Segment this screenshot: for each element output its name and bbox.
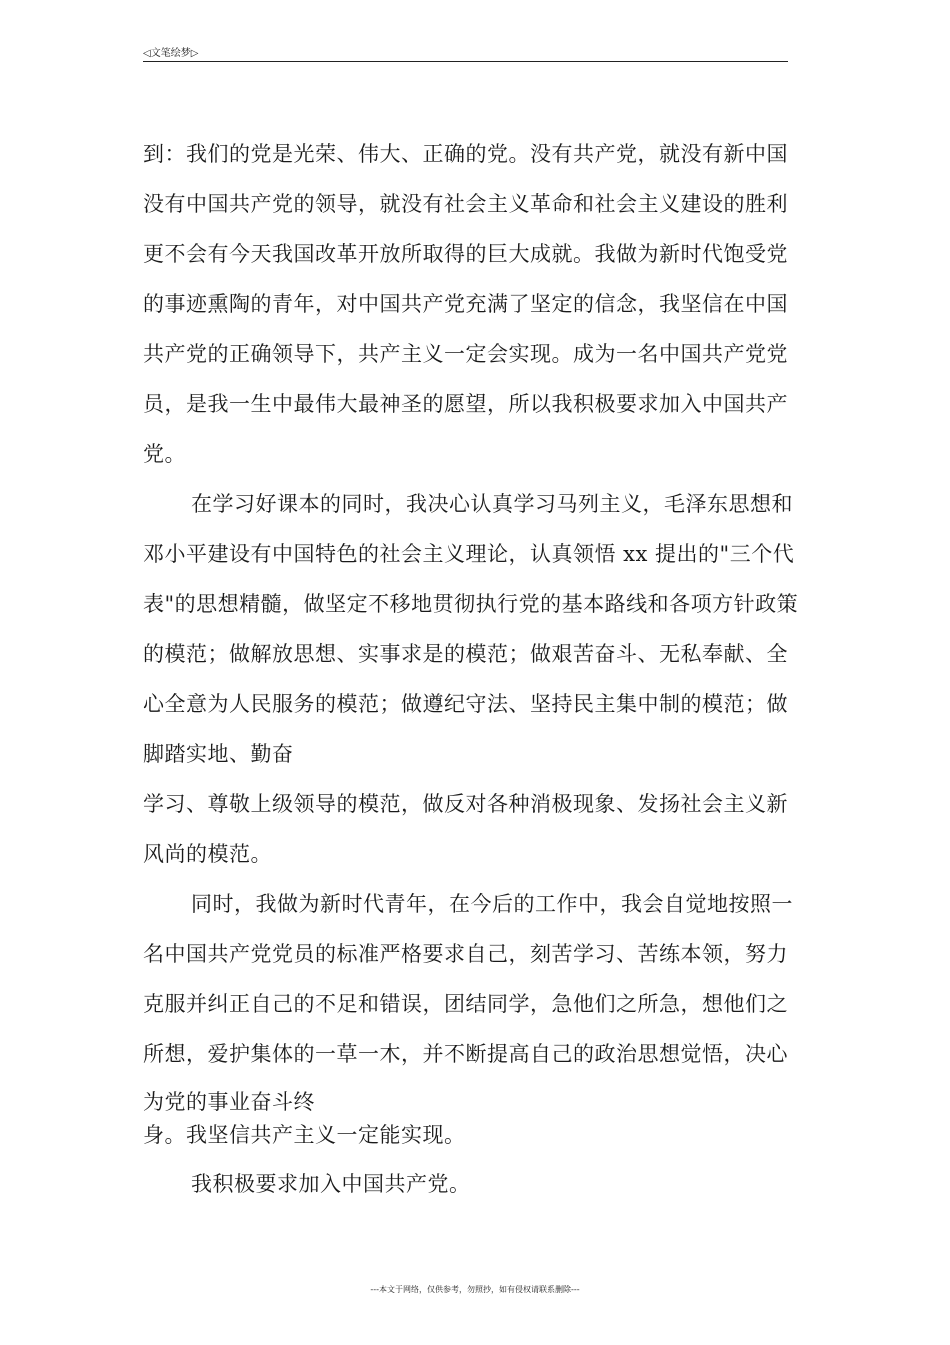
text-line: 风尚的模范。: [143, 842, 272, 866]
header-label: ◁文笔绘梦▷: [143, 48, 199, 59]
text-line: 邓小平建设有中国特色的社会主义理论，认真领悟 xx 提出的"三个代: [143, 542, 795, 566]
text-line: 克服并纠正自己的不足和错误，团结同学，急他们之所急，想他们之: [143, 992, 788, 1016]
header-divider: [143, 61, 788, 62]
text-line: 没有中国共产党的领导，就没有社会主义革命和社会主义建设的胜利: [143, 192, 788, 216]
text-line: 共产党的正确领导下，共产主义一定会实现。成为一名中国共产党党: [143, 342, 788, 366]
paragraph-start-line: 在学习好课本的同时，我决心认真学习马列主义，毛泽东思想和: [191, 492, 793, 516]
text-line: 更不会有今天我国改革开放所取得的巨大成就。我做为新时代饱受党: [143, 242, 788, 266]
text-line: 心全意为人民服务的模范；做遵纪守法、坚持民主集中制的模范；做: [143, 692, 788, 716]
paragraph-start-line: 我积极要求加入中国共产党。: [191, 1172, 471, 1196]
text-line: 到：我们的党是光荣、伟大、正确的党。没有共产党，就没有新中国: [143, 142, 788, 166]
footer-disclaimer: ---本文于网络，仅供参考，勿照抄，如有侵权请联系删除---: [370, 1285, 580, 1294]
paragraph-start-line: 同时，我做为新时代青年，在今后的工作中，我会自觉地按照一: [191, 892, 793, 916]
text-line: 为党的事业奋斗终: [143, 1090, 315, 1114]
text-line: 脚踏实地、勤奋: [143, 742, 294, 766]
text-line: 名中国共产党党员的标准严格要求自己，刻苦学习、苦练本领，努力: [143, 942, 788, 966]
text-line: 所想，爱护集体的一草一木，并不断提高自己的政治思想觉悟，决心: [143, 1042, 788, 1066]
text-line: 党。: [143, 442, 186, 466]
text-line: 表"的思想精髓，做坚定不移地贯彻执行党的基本路线和各项方针政策: [143, 592, 799, 616]
text-line: 身。我坚信共产主义一定能实现。: [143, 1123, 466, 1147]
text-line: 员，是我一生中最伟大最神圣的愿望，所以我积极要求加入中国共产: [143, 392, 788, 416]
text-line: 的事迹熏陶的青年，对中国共产党充满了坚定的信念，我坚信在中国: [143, 292, 788, 316]
text-line: 的模范；做解放思想、实事求是的模范；做艰苦奋斗、无私奉献、全: [143, 642, 788, 666]
text-line: 学习、尊敬上级领导的模范，做反对各种消极现象、发扬社会主义新: [143, 792, 788, 816]
